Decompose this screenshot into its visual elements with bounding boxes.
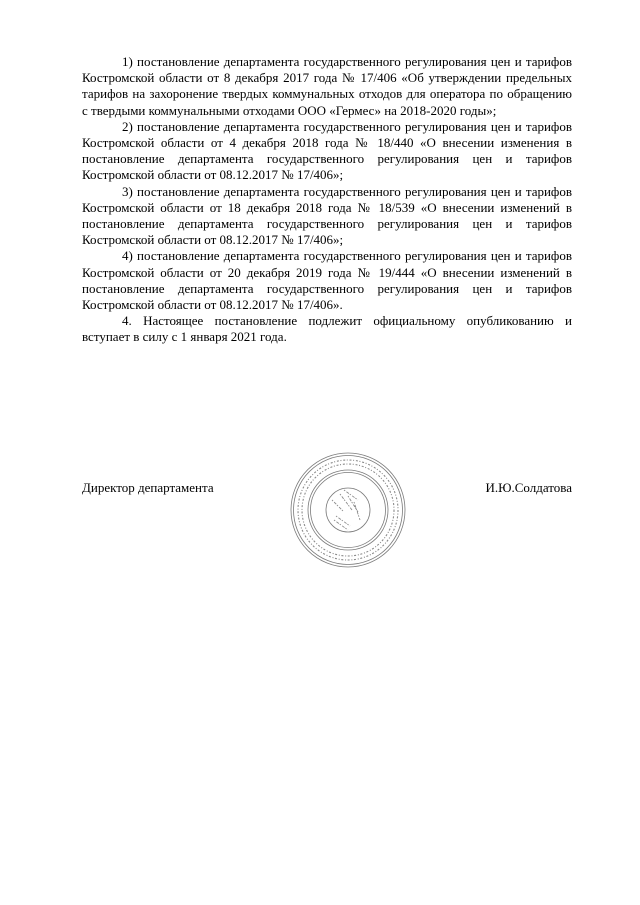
signature-block bbox=[82, 472, 572, 502]
list-item-1: 1) постановление департамента государственного регулирования цен и тарифов Костромской области от 8 декабря 2017 года № 17/406 «Об утверждении предельных тарифов на захоронение твердых коммунальных отходов для оператора по обращению с твердыми коммунальными отходами ООО «Гермес» на 2018-2020 годы»; bbox=[82, 54, 572, 118]
list-item-2: 2) постановление департамента государственного регулирования цен и тарифов Костромской области от 4 декабря 2018 года № 18/440 «О внесении изменения в постановление департамента государственного регулирования цен и тарифов Костромской области от 08.12.2017 № 17/406»; bbox=[82, 118, 572, 183]
list-item-4: 4) постановление департамента государственного регулирования цен и тарифов Костромской области от 20 декабря 2019 года № 19/444 «О внесении изменений в постановление департамента государственного регулирования цен и тарифов Костромской области от 08.12.2017 № 17/406». bbox=[82, 248, 572, 313]
clause-4: 4. Настоящее постановление подлежит официальному опубликованию и вступает в силу с 1 января 2021 года. bbox=[82, 313, 572, 345]
list-item-3: 3) постановление департамента государственного регулирования цен и тарифов Костромской области от 18 декабря 2018 года № 18/539 «О внесении изменений в постановление департамента государственного регулирования цен и тарифов Костромской области от 08.12.2017 № 17/406»; bbox=[82, 183, 572, 248]
signer-name: И.Ю.Солдатова bbox=[485, 480, 572, 495]
signer-position: Директор департамента bbox=[82, 480, 214, 495]
round-seal-icon bbox=[288, 450, 408, 570]
document-body bbox=[82, 54, 572, 346]
